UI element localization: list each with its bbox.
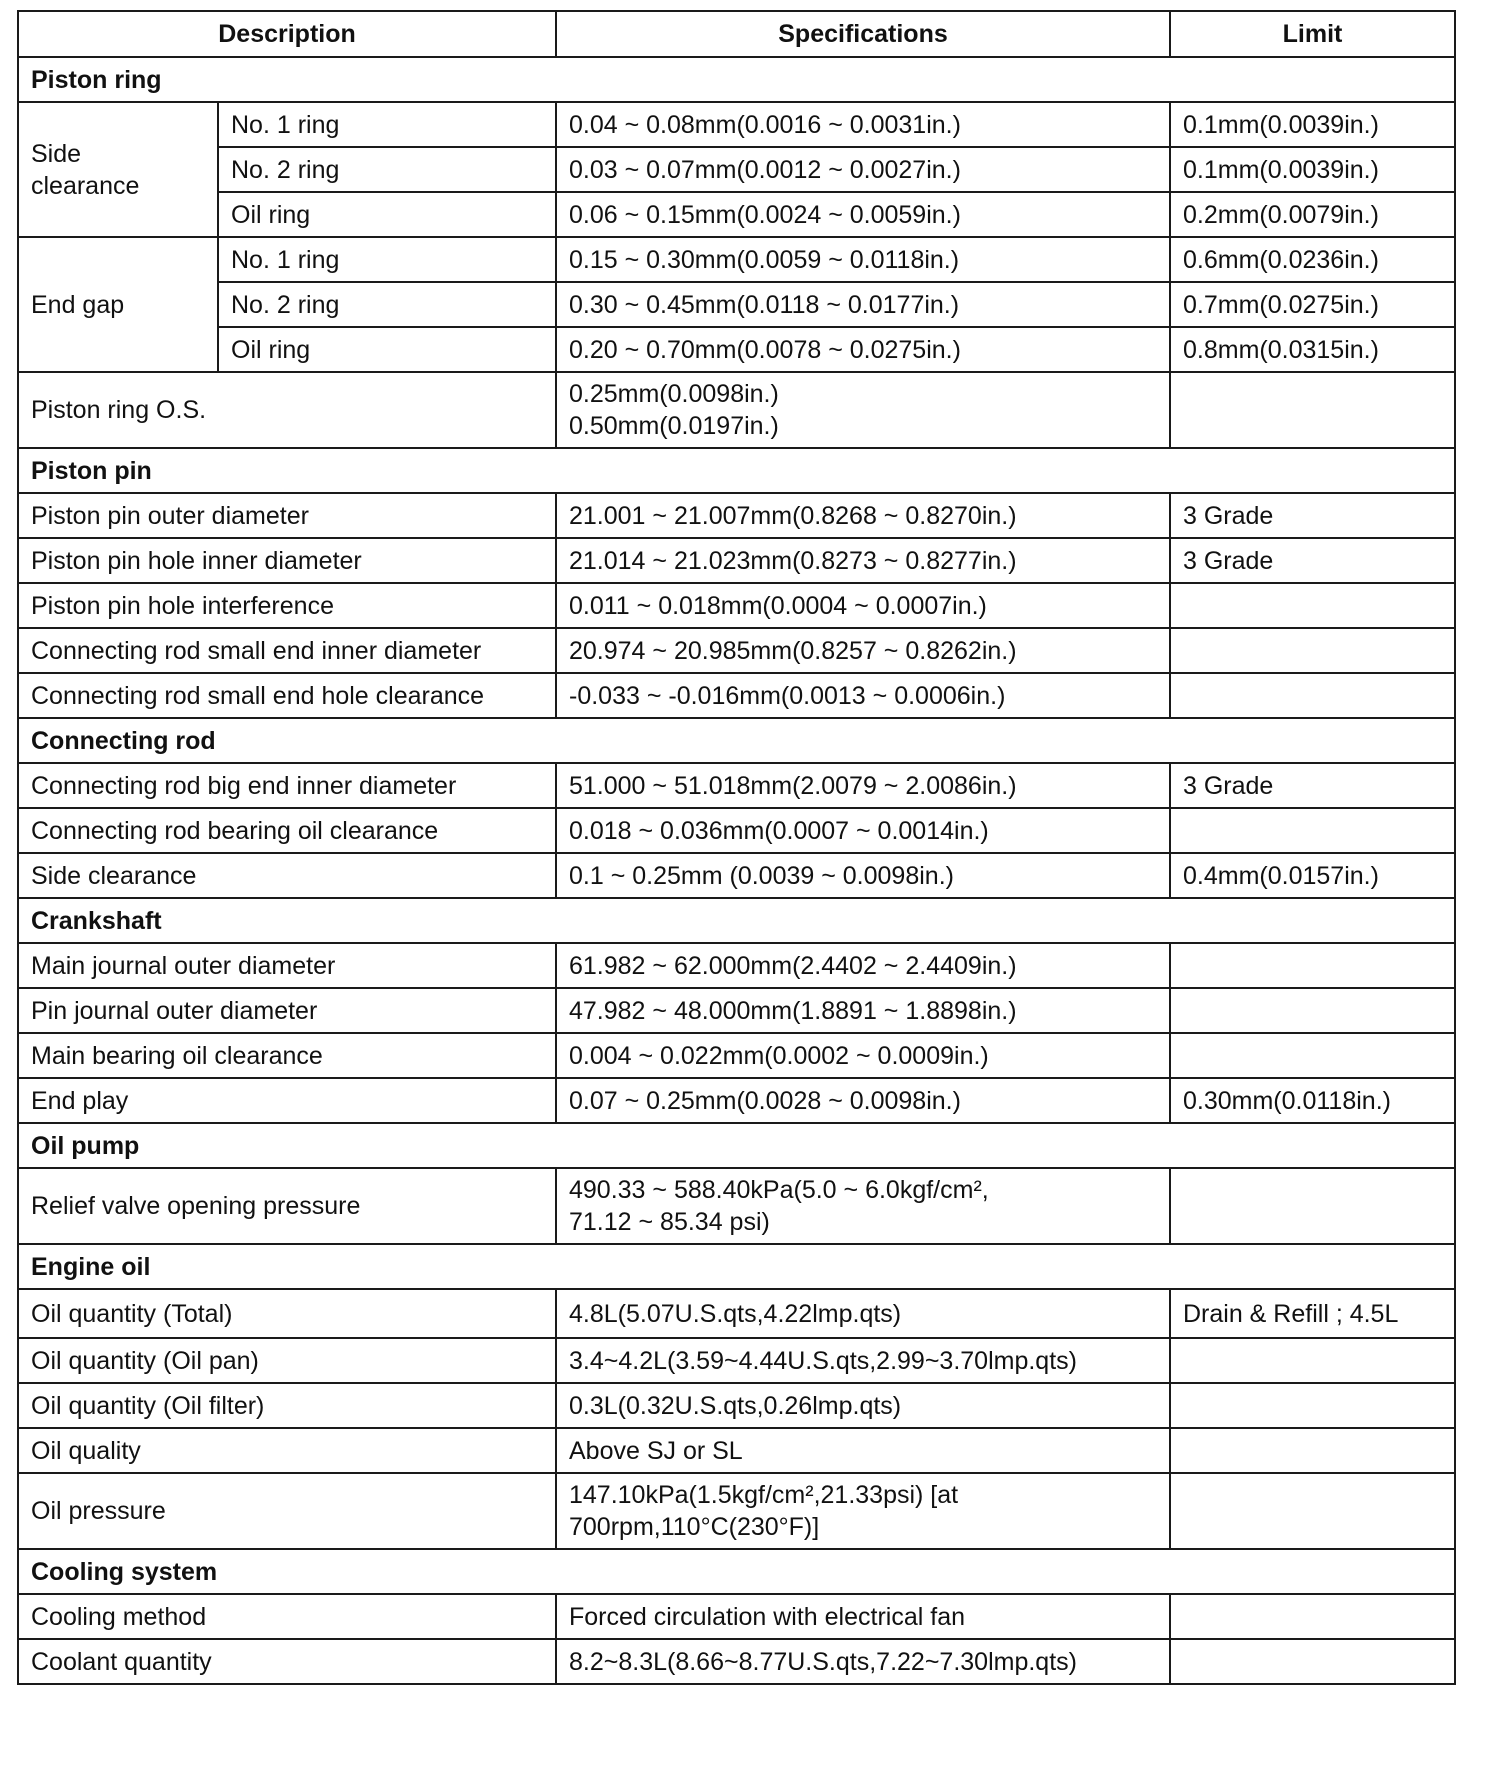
table-row [18,808,1455,853]
row-spec: -0.033 ~ -0.016mm(0.0013 ~ 0.0006in.) [556,673,1170,718]
section-title-oil-pump: Oil pump [18,1123,1455,1168]
row-label: Connecting rod small end inner diameter [18,628,556,673]
row-limit: 0.30mm(0.0118in.) [1170,1078,1455,1123]
row-label: Piston pin outer diameter [18,493,556,538]
row-limit: 3 Grade [1170,763,1455,808]
row-label: Relief valve opening pressure [18,1168,556,1244]
row-limit: 3 Grade [1170,538,1455,583]
section-row [18,1123,1455,1168]
row-limit [1170,1639,1455,1684]
row-label: Oil quantity (Total) [18,1289,556,1338]
section-title-engine-oil: Engine oil [18,1244,1455,1289]
row-spec: 47.982 ~ 48.000mm(1.8891 ~ 1.8898in.) [556,988,1170,1033]
table-row [18,673,1455,718]
row-spec: 0.04 ~ 0.08mm(0.0016 ~ 0.0031in.) [556,102,1170,147]
table-row [18,943,1455,988]
row-limit: 0.8mm(0.0315in.) [1170,327,1455,372]
row-spec: 21.001 ~ 21.007mm(0.8268 ~ 0.8270in.) [556,493,1170,538]
table-header [18,11,1455,57]
row-label: Piston ring O.S. [18,372,556,448]
group-label-end-gap: End gap [18,237,218,372]
row-limit: 3 Grade [1170,493,1455,538]
row-label: Connecting rod bearing oil clearance [18,808,556,853]
row-spec: 0.1 ~ 0.25mm (0.0039 ~ 0.0098in.) [556,853,1170,898]
row-spec: 0.06 ~ 0.15mm(0.0024 ~ 0.0059in.) [556,192,1170,237]
row-spec: 0.07 ~ 0.25mm(0.0028 ~ 0.0098in.) [556,1078,1170,1123]
row-limit [1170,943,1455,988]
table-row [18,1383,1455,1428]
row-limit [1170,673,1455,718]
row-limit [1170,808,1455,853]
table-row [18,237,1455,282]
row-limit [1170,1473,1455,1549]
row-label: Connecting rod small end hole clearance [18,673,556,718]
table-row [18,1639,1455,1684]
section-row [18,1244,1455,1289]
row-limit [1170,1594,1455,1639]
section-row [18,718,1455,763]
row-spec: 4.8L(5.07U.S.qts,4.22lmp.qts) [556,1289,1170,1338]
specifications-table [17,10,1456,1685]
row-limit: 0.1mm(0.0039in.) [1170,147,1455,192]
row-spec: 0.011 ~ 0.018mm(0.0004 ~ 0.0007in.) [556,583,1170,628]
table-row [18,1338,1455,1383]
row-spec: 0.30 ~ 0.45mm(0.0118 ~ 0.0177in.) [556,282,1170,327]
row-limit [1170,1033,1455,1078]
row-label: Oil quantity (Oil filter) [18,1383,556,1428]
row-limit [1170,1168,1455,1244]
row-label: Piston pin hole inner diameter [18,538,556,583]
row-label: Pin journal outer diameter [18,988,556,1033]
row-label: Oil ring [218,192,556,237]
section-row [18,1549,1455,1594]
table-row [18,282,1455,327]
table-row [18,493,1455,538]
table-row [18,1428,1455,1473]
header-limit: Limit [1170,11,1455,57]
row-label: Oil quality [18,1428,556,1473]
table-row [18,763,1455,808]
spec-sheet [17,10,1454,1685]
table-row [18,372,1455,448]
row-label: No. 1 ring [218,237,556,282]
row-limit: 0.6mm(0.0236in.) [1170,237,1455,282]
section-title-piston-ring: Piston ring [18,57,1455,102]
row-limit [1170,372,1455,448]
group-label-side-clearance: Side clearance [18,102,218,237]
table-row [18,1594,1455,1639]
row-limit [1170,1383,1455,1428]
table-row [18,192,1455,237]
row-label: No. 2 ring [218,282,556,327]
row-spec: 21.014 ~ 21.023mm(0.8273 ~ 0.8277in.) [556,538,1170,583]
row-spec: 0.004 ~ 0.022mm(0.0002 ~ 0.0009in.) [556,1033,1170,1078]
row-spec: 0.018 ~ 0.036mm(0.0007 ~ 0.0014in.) [556,808,1170,853]
row-limit [1170,988,1455,1033]
row-spec: 20.974 ~ 20.985mm(0.8257 ~ 0.8262in.) [556,628,1170,673]
table-row [18,1033,1455,1078]
row-label: Connecting rod big end inner diameter [18,763,556,808]
table-row [18,538,1455,583]
row-spec: 3.4~4.2L(3.59~4.44U.S.qts,2.99~3.70lmp.qts) [556,1338,1170,1383]
table-row [18,147,1455,192]
row-label: Side clearance [18,853,556,898]
row-limit [1170,1428,1455,1473]
row-spec: Above SJ or SL [556,1428,1170,1473]
row-limit [1170,1338,1455,1383]
row-label: Oil quantity (Oil pan) [18,1338,556,1383]
table-row [18,102,1455,147]
row-label: Cooling method [18,1594,556,1639]
row-spec: 490.33 ~ 588.40kPa(5.0 ~ 6.0kgf/cm², 71.12 ~ 85.34 psi) [556,1168,1170,1244]
row-label: End play [18,1078,556,1123]
table-row [18,988,1455,1033]
row-spec: 0.3L(0.32U.S.qts,0.26lmp.qts) [556,1383,1170,1428]
row-spec: Forced circulation with electrical fan [556,1594,1170,1639]
row-limit: 0.7mm(0.0275in.) [1170,282,1455,327]
row-label: Main bearing oil clearance [18,1033,556,1078]
section-row [18,898,1455,943]
row-spec: 0.20 ~ 0.70mm(0.0078 ~ 0.0275in.) [556,327,1170,372]
row-limit [1170,628,1455,673]
table-row [18,1289,1455,1338]
row-spec: 0.15 ~ 0.30mm(0.0059 ~ 0.0118in.) [556,237,1170,282]
row-spec: 0.03 ~ 0.07mm(0.0012 ~ 0.0027in.) [556,147,1170,192]
table-row [18,853,1455,898]
row-spec: 8.2~8.3L(8.66~8.77U.S.qts,7.22~7.30lmp.qts) [556,1639,1170,1684]
row-label: Piston pin hole interference [18,583,556,628]
section-row [18,448,1455,493]
section-title-cooling-system: Cooling system [18,1549,1455,1594]
row-spec: 61.982 ~ 62.000mm(2.4402 ~ 2.4409in.) [556,943,1170,988]
table-row [18,583,1455,628]
row-label: Oil pressure [18,1473,556,1549]
row-limit: 0.1mm(0.0039in.) [1170,102,1455,147]
row-label: No. 1 ring [218,102,556,147]
table-row [18,327,1455,372]
table-row [18,1473,1455,1549]
row-label: No. 2 ring [218,147,556,192]
section-title-connecting-rod: Connecting rod [18,718,1455,763]
row-limit [1170,583,1455,628]
section-title-crankshaft: Crankshaft [18,898,1455,943]
row-limit: Drain & Refill ; 4.5L [1170,1289,1455,1338]
table-row [18,1168,1455,1244]
row-label: Main journal outer diameter [18,943,556,988]
header-specifications: Specifications [556,11,1170,57]
table-row [18,628,1455,673]
row-limit: 0.2mm(0.0079in.) [1170,192,1455,237]
row-spec: 147.10kPa(1.5kgf/cm²,21.33psi) [at 700rpm,110°C(230°F)] [556,1473,1170,1549]
row-label: Coolant quantity [18,1639,556,1684]
row-spec: 0.25mm(0.0098in.) 0.50mm(0.0197in.) [556,372,1170,448]
row-spec: 51.000 ~ 51.018mm(2.0079 ~ 2.0086in.) [556,763,1170,808]
header-description: Description [18,11,556,57]
row-limit: 0.4mm(0.0157in.) [1170,853,1455,898]
table-row [18,1078,1455,1123]
row-label: Oil ring [218,327,556,372]
section-row [18,57,1455,102]
section-title-piston-pin: Piston pin [18,448,1455,493]
